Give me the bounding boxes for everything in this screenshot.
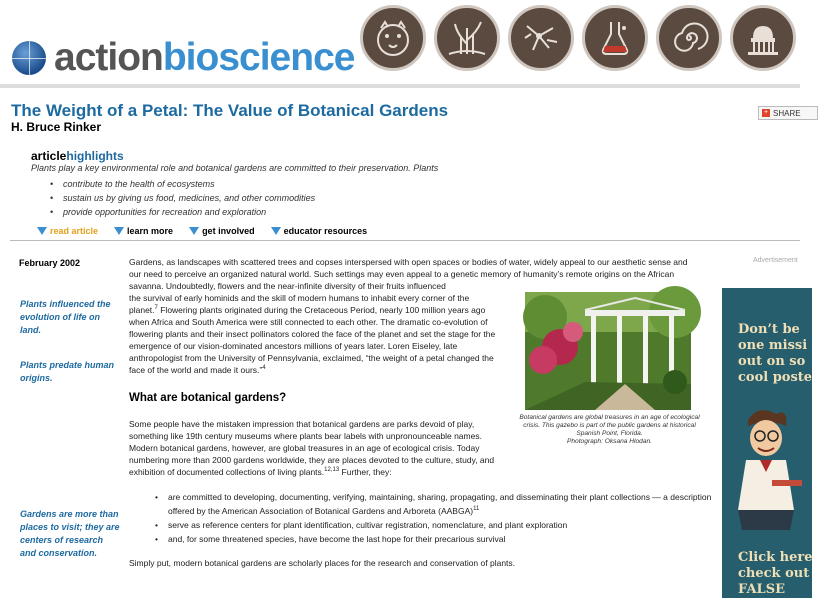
site-logo[interactable] — [12, 38, 354, 78]
ad-line: one missi — [738, 338, 808, 353]
article-author: H. Bruce Rinker — [11, 120, 102, 134]
nav-divider — [10, 240, 800, 241]
water-plant-icon[interactable] — [434, 5, 500, 71]
ad-line: FALSE — [738, 582, 785, 597]
list-item: • serve as reference centers for plant identification, cultivar registration, nomenclature, and plant exploration — [155, 518, 715, 532]
body-text: Some people have the mistaken impression that botanical gardens are parks devoid of play, something like 19th century museums where plants bear labels with unpronounceable names. Modern botanical gardens, however, are global treasures in an age of ecological crisis. Today numbering more than 2000 gardens worldwide, they are places devoted to the culture, study, and exhibition of documented collections of living plants. — [129, 419, 495, 477]
header-divider — [0, 84, 800, 88]
footnote-link[interactable]: 12,13 — [324, 467, 340, 474]
nav-label: educator resources — [283, 226, 368, 236]
body-bullet-list — [155, 490, 715, 546]
footnote-link[interactable]: 4 — [262, 365, 266, 372]
cartoon-scientist-icon — [728, 400, 808, 530]
category-icons — [360, 5, 796, 71]
list-item — [155, 490, 715, 518]
nav-read-article[interactable] — [37, 226, 98, 236]
nav-learn-more[interactable] — [114, 226, 173, 236]
triangle-down-icon — [37, 227, 47, 235]
pull-quote: Gardens are more than places to visit; they are centers of research and conservation. — [20, 509, 120, 558]
body-paragraph: Gardens, as landscapes with scattered trees and copses interspersed with open spaces or bodies of water, widely appeal to our aesthetic sense and our need to perceive an organized natural world. Such settings may even appeal to a genetic memory of humanity’s remote origins on the African savanna. Undoubtedly, flowers and the near-infinite diversity of their fruits influenced — [129, 257, 688, 291]
body-paragraph: Simply put, modern botanical gardens are scholarly places for the research and conservation of plants. — [129, 558, 516, 568]
highlight-item: • sustain us by giving us food, medicines, and other commodities — [50, 191, 315, 205]
ad-line: out on so — [738, 354, 806, 369]
article-date: February 2002 — [19, 258, 81, 268]
footnote-link[interactable]: 7 — [154, 305, 158, 312]
highlight-item: • contribute to the health of ecosystems — [50, 177, 315, 191]
article-title: The Weight of a Petal: The Value of Botanical Gardens — [11, 101, 449, 120]
share-button[interactable] — [758, 106, 818, 120]
triangle-down-icon — [189, 227, 199, 235]
body-paragraph — [129, 292, 499, 376]
nav-label: learn more — [127, 226, 174, 236]
body-text: Further, they: — [339, 467, 392, 477]
list-item-text: are committed to developing, documenting, verifying, maintaining, sharing, propagating, and disseminating their plant collections — a description offered by the American Association of Botanical Gardens and Arboreta (AABGA) — [168, 492, 712, 516]
article-nav — [37, 226, 383, 236]
gazebo-photo — [525, 292, 691, 410]
microbe-icon[interactable] — [508, 5, 574, 71]
nav-get-involved[interactable] — [189, 226, 255, 236]
ad-line: check out — [738, 566, 810, 581]
ad-headline — [738, 322, 812, 386]
highlights-title-a: article — [31, 149, 67, 163]
ad-line: Click here — [738, 550, 813, 565]
pull-quote: Plants predate human origins. — [20, 360, 115, 383]
logo-bio-text: bioscience — [162, 36, 355, 79]
nav-label: read article — [50, 226, 99, 236]
section-heading: What are botanical gardens? — [129, 392, 287, 404]
nav-educator-resources[interactable] — [271, 226, 368, 236]
highlights-title-b: highlights — [66, 149, 124, 163]
nav-label: get involved — [202, 226, 255, 236]
flask-icon[interactable] — [582, 5, 648, 71]
highlights-list — [50, 177, 315, 219]
highlights-intro: Plants play a key environmental role and botanical gardens are committed to their preservation. Plants — [31, 163, 439, 173]
caption-text: Botanical gardens are global treasures in an age of ecological crisis. This gazebo is part of the public gardens at historical Spanish Point, Florida. — [519, 414, 700, 437]
share-label: SHARE — [773, 108, 801, 118]
body-paragraph — [129, 418, 509, 478]
globe-icon — [12, 41, 46, 75]
highlights-title — [31, 149, 124, 163]
body-text: Flowering plants originated during the Cretaceous Period, nearly 100 million years ago when Africa and South America were still connected to each other. The dramatic co-evolution of flowering plants and their insect pollinators colored the face of the planet and set the stage for the emergence of our vision-dominated ancestors millions of years later. Loren Eiseley, late anthropologist from the University of Pennsylvania, exclaimed, “the weight of a petal changed the face of the world and made it ours.” — [129, 305, 496, 375]
triangle-down-icon — [114, 227, 124, 235]
logo-text — [54, 38, 354, 78]
triangle-down-icon — [271, 227, 281, 235]
footnote-link[interactable]: 11 — [473, 506, 480, 513]
poster-ad[interactable] — [722, 288, 812, 598]
highlight-item: • provide opportunities for recreation and exploration — [50, 205, 315, 219]
ad-label: Advertisement — [753, 257, 798, 264]
ad-line: Don’t be — [738, 322, 800, 337]
body-text: the survival of early hominids and the skill of modern humans to inhabit every corner of the planet. — [129, 293, 470, 315]
site-header — [0, 0, 800, 88]
list-item: • and, for some threatened species, have become the last hope for their precarious survival — [155, 532, 715, 546]
share-icon: + — [763, 109, 769, 116]
tiger-icon[interactable] — [360, 5, 426, 71]
ad-call-to-action — [738, 550, 813, 598]
photo-caption — [512, 414, 707, 446]
logo-action-text: action — [54, 36, 163, 79]
photo-credit: Photograph: Oksana Hlodan. — [566, 438, 653, 445]
shell-icon[interactable] — [656, 5, 722, 71]
ad-line: cool poste — [738, 370, 813, 385]
capitol-icon[interactable] — [730, 5, 796, 71]
pull-quote: Plants influenced the evolution of life on land. — [20, 299, 111, 335]
